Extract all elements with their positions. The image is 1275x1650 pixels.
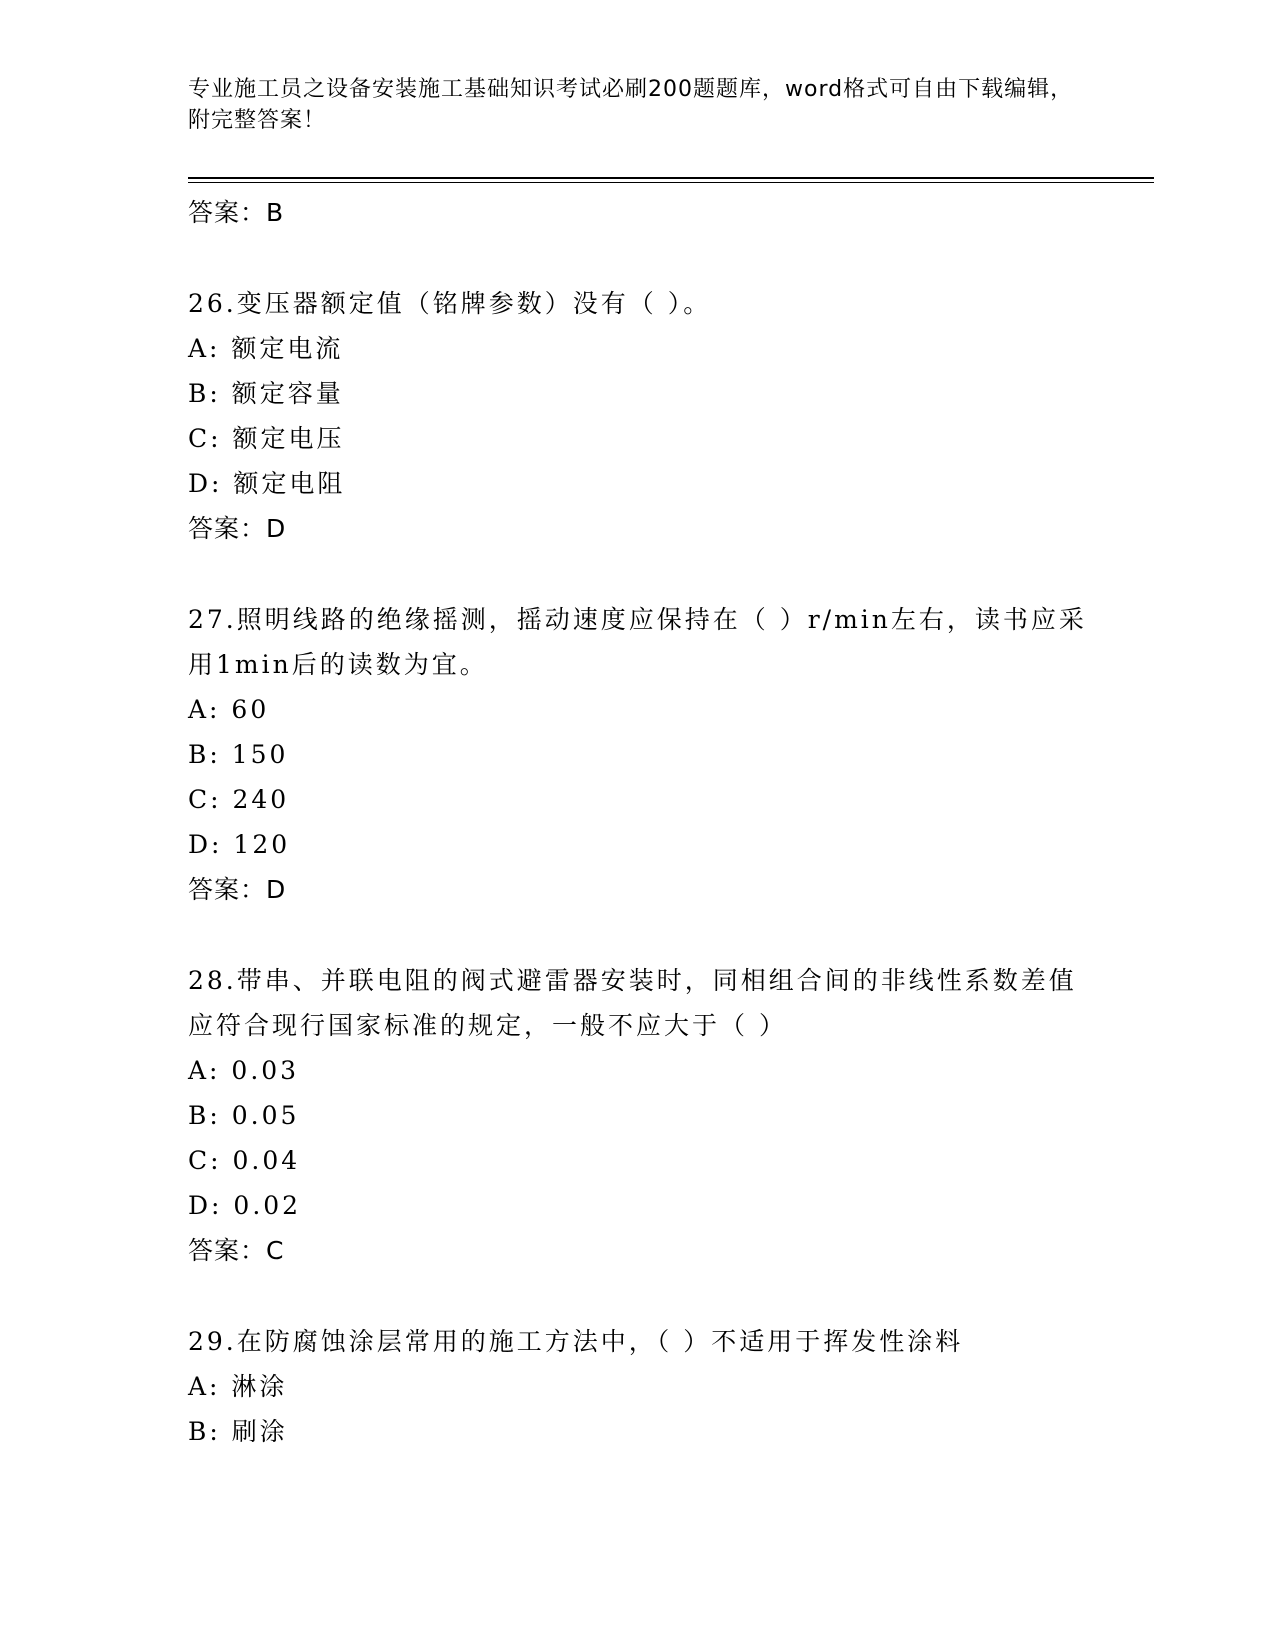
option-d: D: 额定电阻 [188, 469, 346, 498]
question-list [188, 190, 1088, 1454]
question-text: 29.在防腐蚀涂层常用的施工方法中，（ ）不适用于挥发性涂料 [188, 1327, 964, 1356]
question-28 [188, 958, 1088, 1273]
question-26 [188, 281, 1088, 551]
spacer [188, 912, 1088, 958]
spacer [188, 235, 1088, 281]
previous-answer: 答案：B [188, 198, 285, 227]
header-rule-thick [188, 177, 1154, 179]
spacer [188, 551, 1088, 597]
option-c: C: 240 [188, 785, 290, 814]
option-a: A: 淋涂 [188, 1372, 288, 1401]
option-d: D: 0.02 [188, 1191, 302, 1220]
header-rule-thin [188, 182, 1154, 183]
document-header: 专业施工员之设备安装施工基础知识考试必刷200题题库，word格式可自由下载编辑，附完整答案！ [188, 77, 1074, 133]
spacer [188, 1273, 1088, 1319]
option-a: A: 额定电流 [188, 334, 344, 363]
question-29 [188, 1319, 1088, 1454]
answer: 答案：D [188, 875, 287, 904]
answer: 答案：C [188, 1236, 285, 1265]
option-c: C: 0.04 [188, 1146, 301, 1175]
answer: 答案：D [188, 514, 287, 543]
option-d: D: 120 [188, 830, 291, 859]
option-b: B: 额定容量 [188, 379, 344, 408]
option-b: B: 刷涂 [188, 1417, 288, 1446]
question-text: 27.照明线路的绝缘摇测，摇动速度应保持在（ ）r/min左右，读书应采用1min后的读数为宜。 [188, 605, 1087, 679]
option-b: B: 0.05 [188, 1101, 300, 1130]
option-a: A: 60 [188, 695, 270, 724]
question-27 [188, 597, 1088, 912]
question-text: 28.带串、并联电阻的阀式避雷器安装时，同相组合间的非线性系数差值应符合现行国家标准的规定，一般不应大于（ ） [188, 966, 1077, 1040]
question-text: 26.变压器额定值（铭牌参数）没有（ ）。 [188, 289, 712, 318]
option-b: B: 150 [188, 740, 289, 769]
option-a: A: 0.03 [188, 1056, 300, 1085]
option-c: C: 额定电压 [188, 424, 345, 453]
